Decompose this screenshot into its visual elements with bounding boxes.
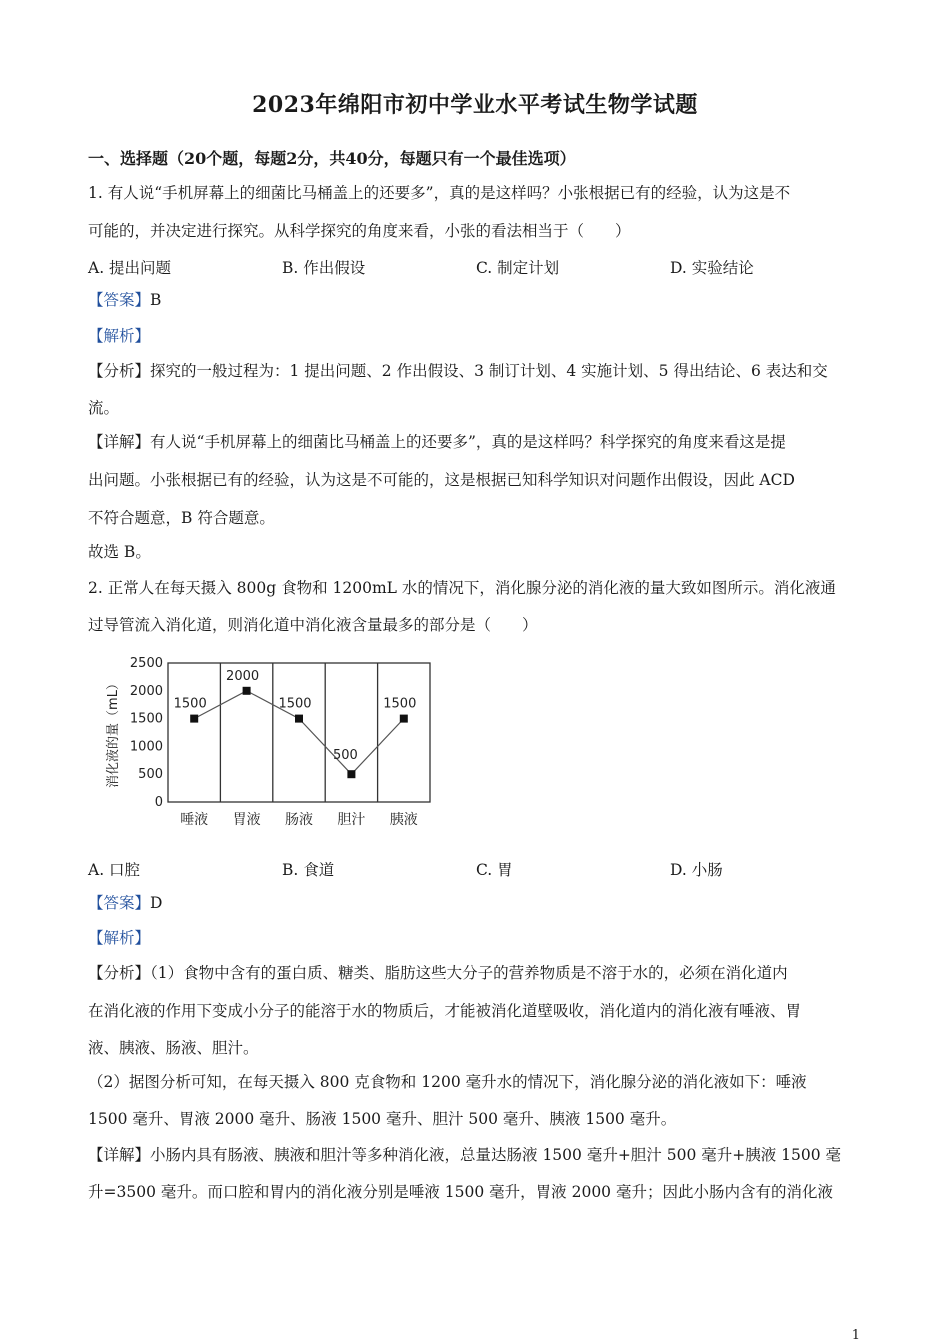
y-tick-label: 500 [138, 767, 163, 783]
q1-answer [88, 290, 863, 310]
data-label: 500 [332, 748, 358, 764]
answer-value: D [150, 894, 163, 912]
digestive-fluid-chart [100, 656, 440, 836]
q2-fenxi-line1 [88, 963, 863, 983]
data-point [295, 715, 303, 723]
q2-answer [88, 893, 863, 913]
answer-value: B [150, 291, 162, 309]
y-tick-label: 2000 [129, 683, 163, 699]
data-label: 1500 [383, 696, 417, 712]
q2-option-b: B. 食道 [282, 861, 335, 879]
fenxi-tag: 【分析】 [88, 964, 151, 982]
fenxi-text: （1）食物中含有的蛋白质、糖类、脂肪这些大分子的营养物质是不溶于水的，必须在消化道内 [150, 964, 788, 982]
q1-xiangjie-line1 [88, 432, 863, 452]
jiexi-tag: 【解析】 [88, 929, 151, 947]
q1-option-a: A. 提出问题 [88, 259, 172, 277]
y-axis-label: 消化液的量（mL） [106, 677, 121, 788]
q2-fenxi-line4: （2）据图分析可知，在每天摄入 800 克食物和 1200 毫升水的情况下，消化腺分泌的消化液如下：唾液 [88, 1073, 807, 1091]
x-category-label: 胆汁 [337, 812, 366, 828]
fenxi-text: 探究的一般过程为：1 提出问题、2 作出假设、3 制订计划、4 实施计划、5 得出结论、6 表达和交 [150, 362, 828, 380]
q1-option-b: B. 作出假设 [282, 259, 366, 277]
q2-stem-line1: 2. 正常人在每天摄入 800g 食物和 1200mL 水的情况下，消化腺分泌的消化液的量大致如图所示。消化液通 [88, 579, 836, 597]
x-category-label: 胰液 [389, 812, 418, 828]
q2-option-c: C. 胃 [476, 861, 513, 879]
q1-guxuan: 故选 B。 [88, 543, 151, 561]
q1-option-d: D. 实验结论 [670, 259, 754, 277]
q2-fenxi-line5: 1500 毫升、胃液 2000 毫升、肠液 1500 毫升、胆汁 500 毫升、胰液 1500 毫升。 [88, 1110, 677, 1128]
fenxi-tag: 【分析】 [88, 362, 151, 380]
q2-option-a: A. 口腔 [88, 861, 141, 879]
data-point [400, 715, 408, 723]
data-label: 2000 [226, 668, 260, 684]
page-title: 2023年绵阳市初中学业水平考试生物学试题 [252, 92, 698, 118]
y-tick-label: 1500 [129, 711, 163, 727]
q2-stem-line2: 过导管流入消化道，则消化道中消化液含量最多的部分是（ ） [88, 616, 538, 634]
q1-stem-line2: 可能的，并决定进行探究。从科学探究的角度来看，小张的看法相当于（ ） [88, 222, 631, 240]
q2-fenxi-line2: 在消化液的作用下变成小分子的能溶于水的物质后，才能被消化道壁吸收，消化道内的消化液有唾液、胃 [88, 1002, 802, 1020]
xiangjie-tag: 【详解】 [88, 1146, 151, 1164]
section-heading: 一、选择题（20个题，每题2分，共40分，每题只有一个最佳选项） [88, 149, 576, 168]
data-point [243, 687, 251, 695]
q2-jiexi [88, 928, 863, 948]
q1-jiexi [88, 326, 863, 346]
answer-tag: 【答案】 [88, 291, 151, 309]
q1-xiangjie-line2: 出问题。小张根据已有的经验，认为这是不可能的，这是根据已知科学知识对问题作出假设，因此 ACD [88, 471, 795, 489]
data-label: 1500 [173, 696, 207, 712]
q2-option-d: D. 小肠 [670, 861, 723, 879]
answer-tag: 【答案】 [88, 894, 151, 912]
jiexi-tag: 【解析】 [88, 327, 151, 345]
page-number: 1 [851, 1328, 860, 1343]
x-category-label: 胃液 [232, 812, 261, 828]
y-tick-label: 0 [154, 795, 163, 810]
data-point [347, 770, 355, 778]
q1-xiangjie-line3: 不符合题意，B 符合题意。 [88, 509, 275, 527]
q1-fenxi-line2: 流。 [88, 399, 120, 417]
xiangjie-text: 有人说“手机屏幕上的细菌比马桶盖上的还要多”，真的是这样吗？科学探究的角度来看这是提 [150, 433, 786, 451]
data-point [190, 715, 198, 723]
q2-xiangjie-line1 [88, 1145, 863, 1165]
q1-fenxi-line1 [88, 361, 863, 381]
q2-fenxi-line3: 液、胰液、肠液、胆汁。 [88, 1039, 259, 1057]
xiangjie-tag: 【详解】 [88, 433, 151, 451]
q2-xiangjie-line2: 升=3500 毫升。而口腔和胃内的消化液分别是唾液 1500 毫升，胃液 2000 毫升；因此小肠内含有的消化液 [88, 1183, 833, 1201]
xiangjie-text: 小肠内具有肠液、胰液和胆汁等多种消化液，总量达肠液 1500 毫升+胆汁 500 毫升+胰液 1500 毫 [150, 1146, 842, 1164]
y-tick-label: 1000 [129, 739, 163, 755]
x-category-label: 唾液 [180, 812, 209, 828]
q1-stem-line1: 1. 有人说“手机屏幕上的细菌比马桶盖上的还要多”，真的是这样吗？小张根据已有的经验，认为这是不 [88, 184, 791, 202]
x-category-label: 肠液 [285, 812, 313, 828]
y-tick-label: 2500 [129, 656, 163, 671]
data-label: 1500 [278, 696, 312, 712]
q1-option-c: C. 制定计划 [476, 259, 560, 277]
